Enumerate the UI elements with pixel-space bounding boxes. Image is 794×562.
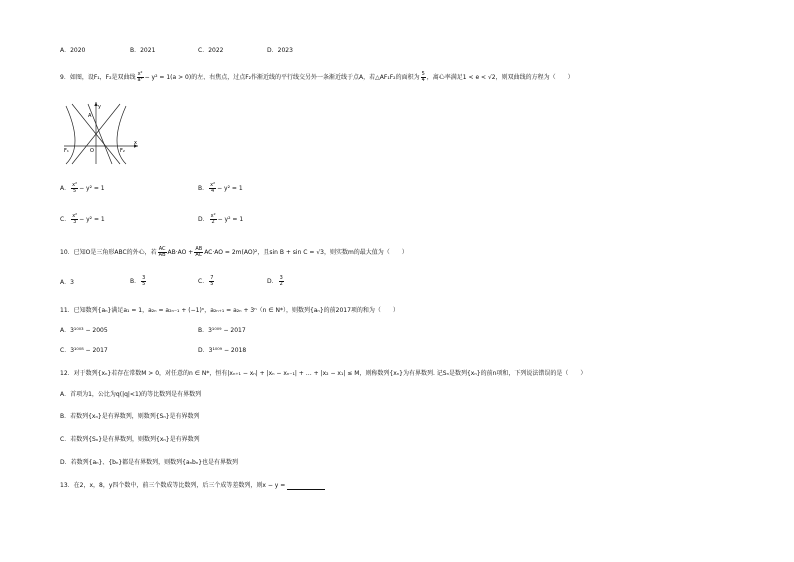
- q11-option-b: B．3¹⁰⁰⁹ − 2017: [198, 327, 246, 334]
- question-9-stem: [60, 72, 574, 83]
- q9-area-num: 5: [421, 71, 425, 77]
- answer-blank[interactable]: [287, 483, 325, 490]
- question-13-stem: 13．在2，x，8，y四个数中，前三个数成等比数列，后三个成等差数列，则x − y =: [60, 482, 325, 490]
- q10-option-a: A．3: [60, 279, 74, 286]
- q9-option-d: D． $\frac{\text{x²}}{2}$ − y² = 1: [198, 213, 244, 225]
- q10-option-c: C． $\frac{7}{5}$: [198, 275, 214, 287]
- q9-option-b: B． $\frac{\text{x²}}{4}$ − y² = 1: [198, 182, 243, 194]
- origin-label: O: [90, 148, 94, 154]
- y-label: y: [98, 104, 101, 110]
- q10-option-d: D． $\frac{3}{2}$: [267, 275, 283, 287]
- option-a: A．2020: [60, 47, 86, 54]
- question-11-stem: 11．已知数列{aₙ}满足a₁ = 1，a₂ₙ = a₂ₙ₋₁ + (−1)ⁿ，a₂ₙ₊₁ = a₂ₙ + 3ⁿ（n ∈ N*），则数列{aₙ}的前2017项的和为（ ）: [60, 307, 399, 314]
- q9-prefix: 9．如图，设: [60, 74, 94, 81]
- q9-text-a: F₁，F₂是双曲线: [93, 74, 136, 81]
- parallel-line: [88, 104, 112, 164]
- point-a-label: A: [88, 113, 92, 119]
- q9-option-c: C． $\frac{\text{x²}}{3}$ − y² = 1: [60, 213, 105, 225]
- q9-area-fraction: [421, 72, 426, 83]
- q11-option-d: D．3¹⁰⁰⁹ − 2018: [198, 347, 247, 354]
- q12-option-a: A．首项为1，公比为q(|q|<1)的等比数列是有界数列: [60, 391, 202, 398]
- q12-option-b: B．若数列{xₙ}是有界数列，则数列{Sₙ}是有界数列: [60, 413, 200, 420]
- hyperbola-right-branch: [117, 106, 126, 164]
- option-b: B．2021: [130, 47, 156, 54]
- f2-label: F₂: [120, 148, 125, 154]
- q11-option-c: C．3¹⁰⁰⁸ − 2017: [60, 347, 108, 354]
- q9-frac-num: x²: [137, 71, 143, 77]
- option-c: C．2022: [198, 47, 224, 54]
- q9-frac-den: a²: [137, 77, 143, 83]
- hyperbola-figure: [60, 100, 140, 166]
- x-label: x: [134, 140, 137, 146]
- option-d: D．2023: [267, 47, 293, 54]
- q12-option-c: C．若数列{Sₙ}是有界数列，则数列{xₙ}是有界数列: [60, 436, 200, 443]
- q9-curve-fraction: [137, 72, 144, 83]
- q12-option-d: D．若数列{aₙ}、{bₙ}都是有界数列，则数列{aₙbₙ}也是有界数列: [60, 459, 239, 466]
- q9-option-a: A． $\frac{\text{x²}}{5}$ − y² = 1: [60, 182, 105, 194]
- question-12-stem: 12．对于数列{xₙ}若存在常数M > 0，对任意的n ∈ N*，恒有|xₙ₊₁ − xₙ| + |xₙ − xₙ₋₁| + … + |x₂ − x₁| ≤ M，则称数列{xₙ}为有界数列. 记Sₙ是数列{xₙ}的前n项和，下列说法错误的是（ ）: [60, 370, 587, 377]
- q9-text-c: ，离心率满足1 < e < √2，则双曲线的方程为（ ）: [426, 74, 574, 81]
- q9-area-den: 4: [421, 77, 425, 83]
- q11-option-a: A．3¹⁰⁰³ − 2005: [60, 327, 108, 334]
- q10-option-b: B． $\frac{3}{5}$: [130, 275, 146, 287]
- question-10-stem: 10．已知O是三角形ABC的外心，若 $\frac{AC}{AB}$ AB·AO + $\frac{AB}{AC}$ AC·AO = 2m(AO)²，且sin B + sin C = √3，则实数m的最大值为（ ）: [60, 246, 408, 258]
- f1-label: F₁: [64, 148, 69, 154]
- q9-text-b: − y² = 1(a > 0)的左、右焦点，过点F₂作渐近线的平行线交另外一条渐近线于点A，若△AF₁F₂的面积为: [144, 74, 420, 81]
- hyperbola-left-branch: [66, 106, 75, 164]
